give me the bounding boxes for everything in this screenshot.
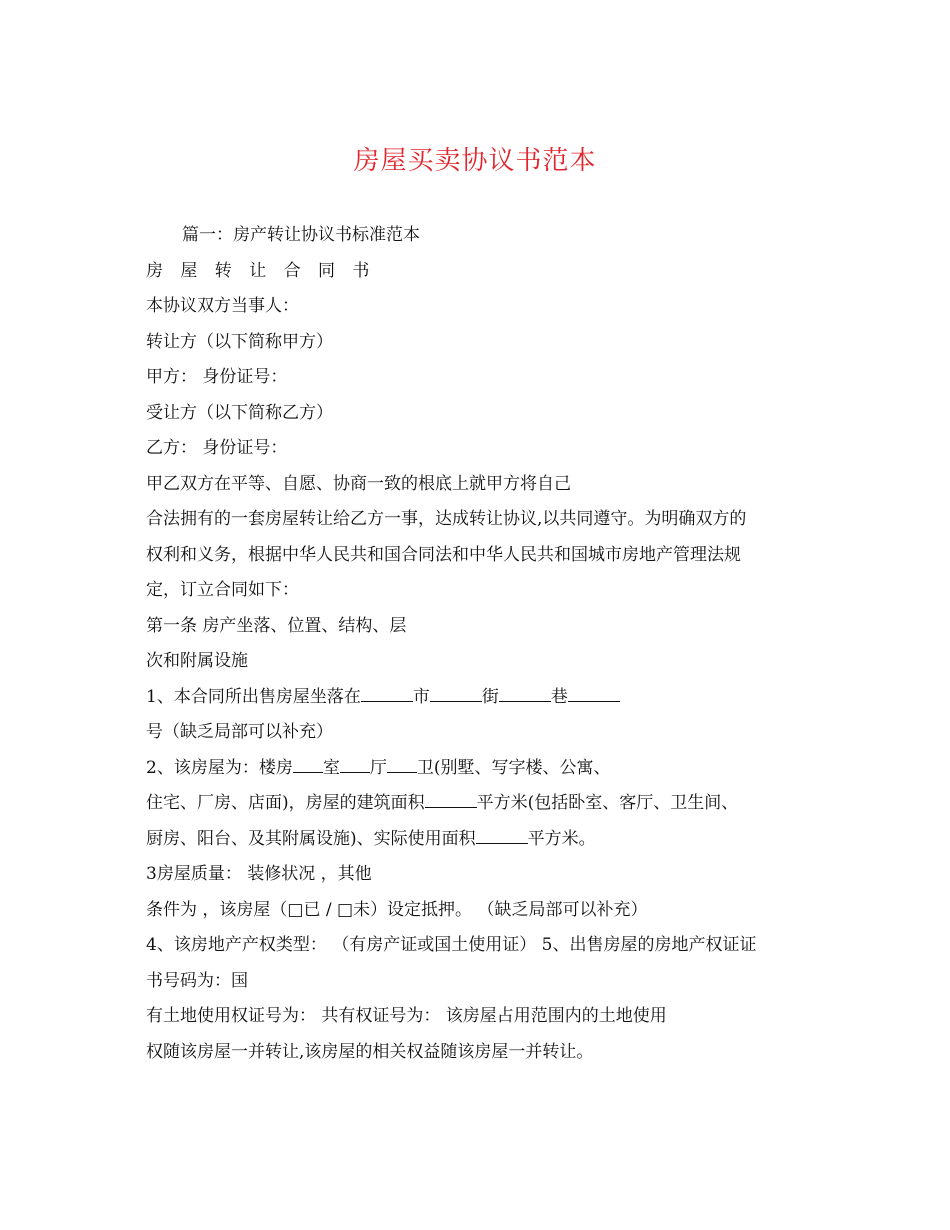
paragraph-line: 合法拥有的一套房屋转让给乙方一事，达成转让协议,以共同遵守。为明确双方的 (146, 509, 747, 529)
document-body (146, 218, 816, 1070)
paragraph-line: 甲乙双方在平等、自愿、协商一致的根底上就甲方将自己 (146, 473, 571, 494)
clause-2-line (146, 786, 816, 822)
text-segment: 厅 (369, 757, 387, 778)
contract-heading: 房 屋 转 让 合 同 书 (146, 260, 376, 281)
clause-2-line (146, 751, 816, 787)
paragraph-line: 甲方： 身份证号： (146, 367, 288, 387)
paragraph-line: 乙方： 身份证号： (146, 438, 288, 458)
clause-3-line: 条件为 ，该房屋（□已 / □未）设定抵押。 （缺乏局部可以补充） (146, 899, 648, 920)
clause-5-line: 有土地使用权证号为： 共有权证号为： 该房屋占用范围内的土地使用 (146, 1006, 667, 1026)
paragraph-line: 转让方（以下简称甲方） (146, 331, 333, 352)
blank-underline (293, 757, 323, 773)
text-segment: 室 (322, 757, 340, 778)
text-segment: 市 (412, 686, 430, 707)
text-segment: 平方米。 (527, 828, 596, 849)
document-title: 房屋买卖协议书范本 (353, 146, 597, 176)
clause-4-line: 4、该房地产产权类型： （有房产证或国土使用证） 5、出售房屋的房地产权证证 (146, 935, 757, 955)
text-segment: 住宅、厂房、店面)，房屋的建筑面积 (146, 793, 425, 813)
text-segment: 平方米(包括卧室、客厅、卫生间、 (476, 793, 739, 813)
blank-underline (361, 686, 413, 702)
clause-1-line (146, 680, 816, 716)
clause-5-line: 书号码为：国 (146, 970, 248, 991)
paragraph-line: 号（缺乏局部可以补充） (146, 722, 333, 742)
paragraph-line: 权利和义务，根据中华人民共和国合同法和中华人民共和国城市房地产管理法规 (146, 544, 741, 565)
paragraph-line: 次和附属设施 (146, 651, 248, 671)
text-segment: 巷 (550, 686, 568, 707)
clause-5-line: 权随该房屋一并转让,该房屋的相关权益随该房屋一并转让。 (146, 1041, 594, 1062)
paragraph-line: 本协议双方当事人： (146, 296, 299, 316)
text-segment: 卫(别墅、写字楼、公寓、 (416, 757, 611, 778)
paragraph-line: 定，订立合同如下： (146, 580, 299, 600)
article-heading: 第一条 房产坐落、位置、结构、层 (146, 615, 407, 636)
blank-underline (387, 757, 417, 773)
blank-underline (476, 828, 528, 844)
blank-underline (340, 757, 370, 773)
paragraph-line: 受让方（以下简称乙方） (146, 402, 333, 423)
blank-underline (568, 686, 620, 702)
text-segment: 2、该房屋为：楼房 (146, 757, 293, 778)
clause-2-line (146, 822, 816, 858)
text-segment: 1、本合同所出售房屋坐落在 (146, 686, 361, 707)
text-segment: 厨房、阳台、及其附属设施)、实际使用面积 (146, 828, 476, 849)
text-segment: 街 (481, 686, 499, 707)
blank-underline (499, 686, 551, 702)
blank-underline (425, 792, 477, 808)
blank-underline (430, 686, 482, 702)
clause-3-line: 3房屋质量： 装修状况 ，其他 (146, 864, 372, 884)
section-heading: 篇一：房产转让协议书标准范本 (182, 225, 420, 245)
